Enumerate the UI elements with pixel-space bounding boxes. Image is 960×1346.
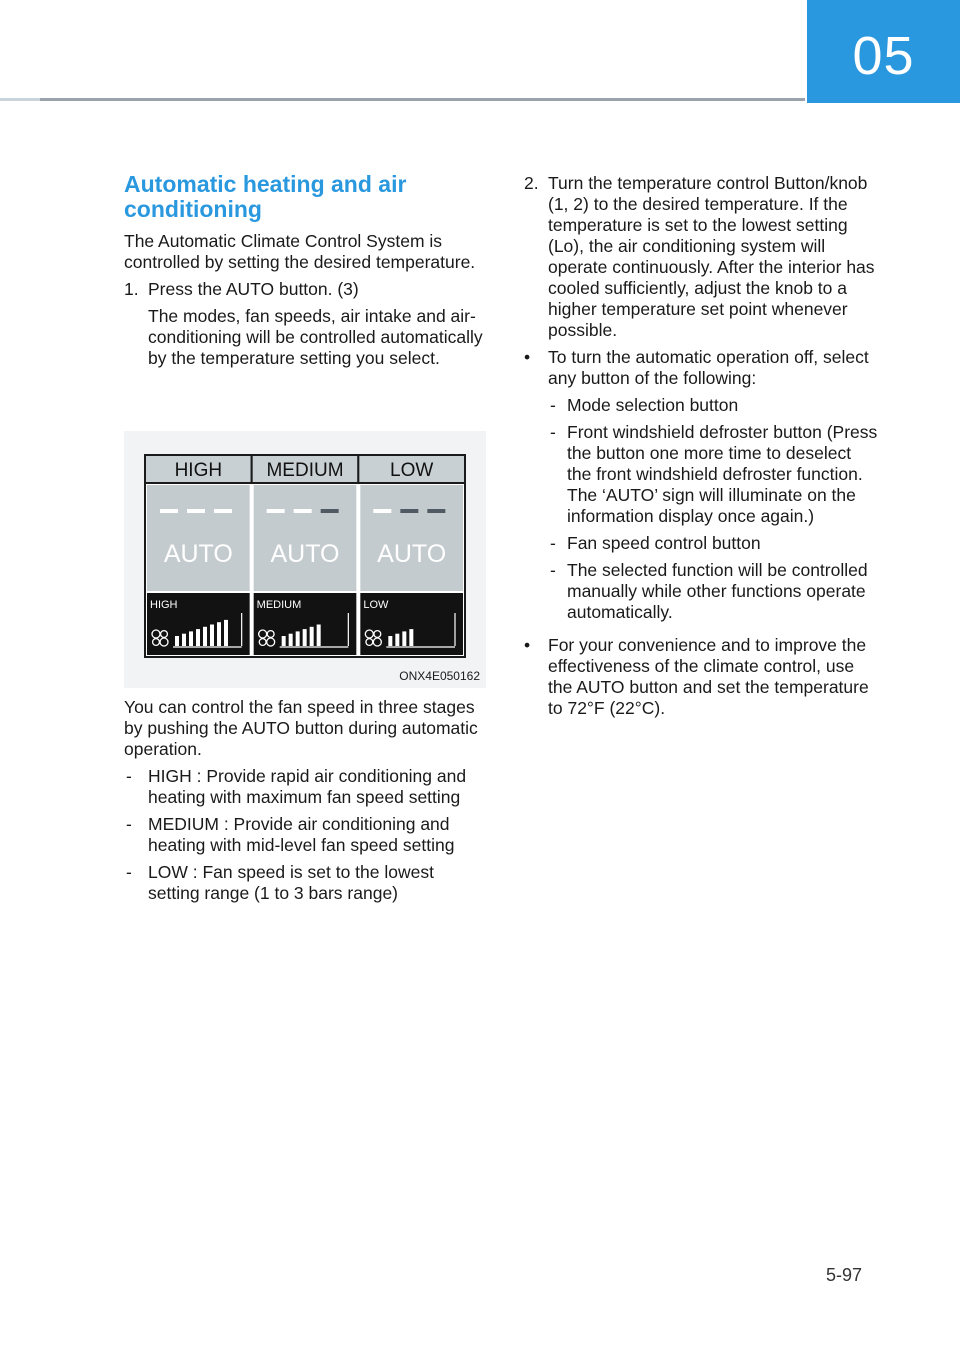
- auto-label: AUTO: [377, 540, 447, 568]
- auto-off-option: [548, 395, 879, 416]
- left-column: [124, 172, 484, 369]
- page-number: 5-97: [826, 1265, 863, 1285]
- auto-display-area: [254, 485, 357, 591]
- fan-speed-bar: [282, 636, 286, 646]
- fan-speed-bar: [224, 620, 228, 646]
- fan-speed-bar: [175, 636, 179, 646]
- speed-label: LOW: [363, 599, 389, 611]
- step-2: [524, 173, 879, 341]
- left-column-lower: [124, 697, 484, 910]
- step-1-detail: The modes, fan speeds, air intake and air-conditioning will be controlled automatically by the temperature setting you select.: [148, 306, 483, 368]
- bullet-convenience-text: For your convenience and to improve the effectiveness of the climate control, use the AUTO button and set the temperature to 72°F (22°C).: [548, 635, 869, 718]
- fan-speed-bar: [395, 634, 399, 646]
- level-indicator-bar: [160, 509, 178, 513]
- fan-speed-bar: [303, 629, 307, 646]
- fan-mode-text: HIGH : Provide rapid air conditioning and heating with maximum fan speed setting: [148, 766, 467, 807]
- panel-header-label: HIGH: [174, 460, 223, 481]
- level-indicator-bar: [400, 509, 418, 513]
- fan-speed-bar: [203, 627, 207, 646]
- fan-speed-bar: [388, 636, 392, 646]
- fan-speed-bar: [196, 629, 200, 646]
- auto-display-area: [147, 485, 250, 591]
- auto-off-options-list: [548, 395, 879, 623]
- right-column: [524, 173, 879, 725]
- step-2-marker: 2.: [524, 173, 539, 193]
- chapter-number: 05: [852, 25, 915, 86]
- step-1: [124, 279, 484, 300]
- fan-mode-text: MEDIUM : Provide air conditioning and heating with mid-level fan speed setting: [148, 814, 455, 855]
- header-rule-accent: [0, 98, 40, 101]
- bullet-auto-off-text: To turn the automatic operation off, select any button of the following:: [548, 347, 869, 388]
- fan-mode-text: LOW : Fan speed is set to the lowest setting range (1 to 3 bars range): [148, 862, 434, 903]
- fan-speed-bar: [189, 631, 193, 646]
- auto-off-option-text: Mode selection button: [567, 395, 739, 415]
- auto-off-option-text: Front windshield defroster button (Press the button one more time to deselect the front windshield defroster function. The ‘AUTO’ sign will illuminate on the information display once again.): [567, 422, 878, 526]
- fan-speed-figure: [124, 431, 486, 688]
- level-indicator-bar: [294, 509, 312, 513]
- auto-off-option: [548, 560, 879, 623]
- figure-code: ONX4E050162: [399, 669, 480, 683]
- auto-off-option: [548, 422, 879, 527]
- section-title: Automatic heating and air conditioning: [124, 171, 407, 222]
- speed-label: MEDIUM: [256, 599, 302, 611]
- fan-mode-item: [124, 862, 484, 904]
- bullet-marker: •: [524, 635, 531, 655]
- fan-mode-item: [124, 814, 484, 856]
- fan-speed-bar: [210, 625, 214, 647]
- bullet-marker: •: [524, 347, 531, 367]
- intro-paragraph: The Automatic Climate Control System is controlled by setting the desired temperature.: [124, 231, 476, 272]
- dash-marker: -: [550, 422, 556, 442]
- dash-marker: -: [126, 814, 132, 834]
- step-1-marker: 1.: [124, 279, 139, 299]
- fan-speed-bar: [409, 629, 413, 646]
- level-indicator-bar: [321, 509, 339, 513]
- dash-marker: -: [550, 560, 556, 580]
- speed-label: HIGH: [150, 599, 178, 611]
- fan-speed-display-illustration: [124, 431, 486, 688]
- fan-paragraph: You can control the fan speed in three stages by pushing the AUTO button during automatic operation.: [124, 697, 478, 759]
- auto-label: AUTO: [270, 540, 340, 568]
- auto-display-area: [360, 485, 463, 591]
- dash-marker: -: [126, 766, 132, 786]
- level-indicator-bar: [214, 509, 232, 513]
- level-indicator-bar: [373, 509, 391, 513]
- bullet-auto-off: [524, 347, 879, 629]
- chapter-tab: [807, 0, 960, 103]
- panel-header-label: MEDIUM: [266, 460, 344, 481]
- dash-marker: -: [550, 533, 556, 553]
- dash-marker: -: [126, 862, 132, 882]
- fan-speed-bar: [402, 631, 406, 646]
- auto-off-option-text: Fan speed control button: [567, 533, 761, 553]
- step-2-text: Turn the temperature control Button/knob (1, 2) to the desired temperature. If the temperature is set to the lowest setting (Lo), the air conditioning system will operate continuously. After the interior has cooled sufficiently, adjust the knob to a higher temperature set point whenever possible.: [548, 173, 875, 340]
- step-1-text: Press the AUTO button. (3): [148, 279, 359, 299]
- fan-speed-bar: [217, 622, 221, 646]
- auto-label: AUTO: [163, 540, 233, 568]
- fan-speed-bar: [310, 627, 314, 646]
- auto-off-option-text: The selected function will be controlled manually while other functions operate automatically.: [567, 560, 868, 622]
- level-indicator-bar: [267, 509, 285, 513]
- fan-mode-item: [124, 766, 484, 808]
- auto-off-option: [548, 533, 879, 554]
- dash-marker: -: [550, 395, 556, 415]
- header-rule: [0, 98, 805, 101]
- fan-speed-bar: [182, 634, 186, 646]
- fan-speed-bar: [296, 631, 300, 646]
- level-indicator-bar: [427, 509, 445, 513]
- fan-mode-list: [124, 766, 484, 904]
- panel-header-label: LOW: [390, 460, 434, 481]
- fan-speed-bar: [289, 634, 293, 646]
- level-indicator-bar: [187, 509, 205, 513]
- fan-speed-bar: [317, 625, 321, 647]
- bullet-convenience: [524, 635, 879, 719]
